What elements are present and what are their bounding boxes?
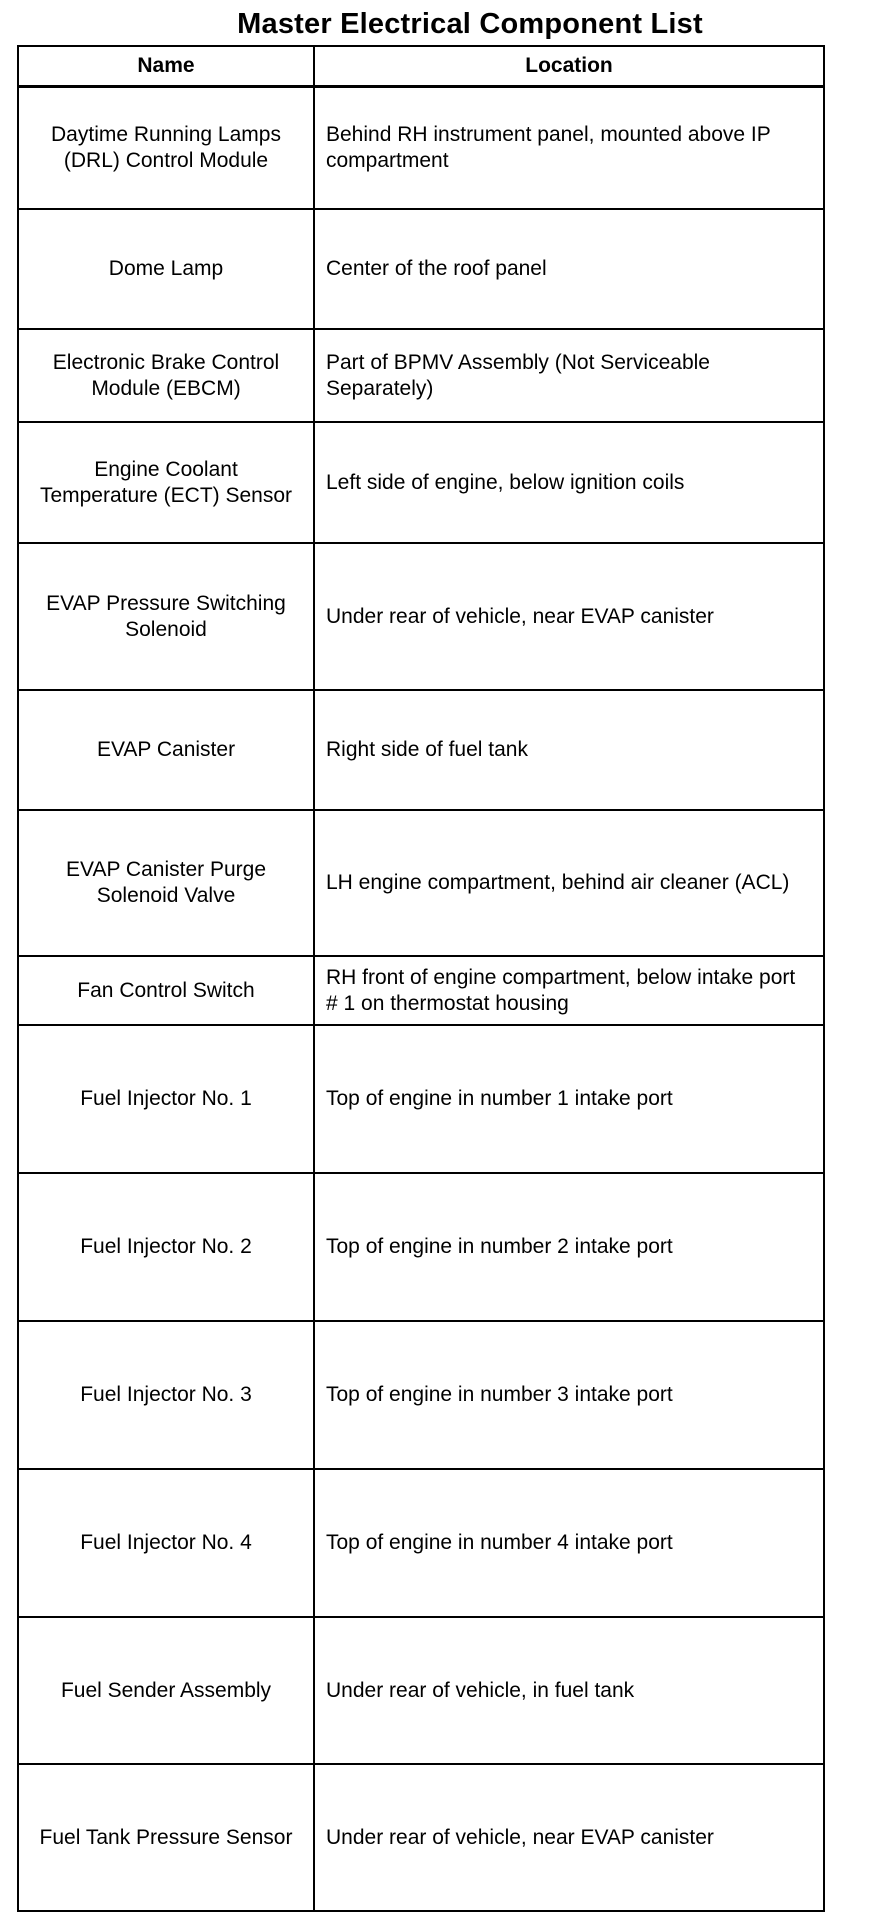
table-row <box>18 422 824 543</box>
component-location: Top of engine in number 1 intake port <box>314 1025 824 1173</box>
table-row <box>18 1025 824 1173</box>
component-name: Daytime Running Lamps (DRL) Control Module <box>18 86 314 209</box>
component-location: Top of engine in number 4 intake port <box>314 1469 824 1617</box>
table-header-row <box>18 46 824 86</box>
table-row <box>18 1173 824 1321</box>
table-row <box>18 1617 824 1764</box>
table-row <box>18 329 824 422</box>
component-table <box>17 45 825 1912</box>
component-name: Fuel Injector No. 3 <box>18 1321 314 1469</box>
table-row <box>18 956 824 1025</box>
table-row <box>18 86 824 209</box>
component-location: Under rear of vehicle, near EVAP canister <box>314 1764 824 1911</box>
component-name: Fan Control Switch <box>18 956 314 1025</box>
component-location: Left side of engine, below ignition coils <box>314 422 824 543</box>
table-row <box>18 1764 824 1911</box>
component-location: Under rear of vehicle, in fuel tank <box>314 1617 824 1764</box>
page-title: Master Electrical Component List <box>237 8 703 40</box>
component-location: LH engine compartment, behind air cleaner (ACL) <box>314 810 824 956</box>
component-location: Top of engine in number 2 intake port <box>314 1173 824 1321</box>
component-name: Dome Lamp <box>18 209 314 329</box>
table-row <box>18 1321 824 1469</box>
table-row <box>18 543 824 690</box>
component-name: Electronic Brake Control Module (EBCM) <box>18 329 314 422</box>
component-location: RH front of engine compartment, below intake port # 1 on thermostat housing <box>314 956 824 1025</box>
component-name: Fuel Injector No. 1 <box>18 1025 314 1173</box>
component-location: Part of BPMV Assembly (Not Serviceable Separately) <box>314 329 824 422</box>
component-name: Fuel Injector No. 4 <box>18 1469 314 1617</box>
component-location: Under rear of vehicle, near EVAP canister <box>314 543 824 690</box>
component-name: Fuel Tank Pressure Sensor <box>18 1764 314 1911</box>
table-row <box>18 810 824 956</box>
component-location: Center of the roof panel <box>314 209 824 329</box>
component-name: Engine Coolant Temperature (ECT) Sensor <box>18 422 314 543</box>
component-name: Fuel Sender Assembly <box>18 1617 314 1764</box>
table-row <box>18 209 824 329</box>
component-name: Fuel Injector No. 2 <box>18 1173 314 1321</box>
component-name: EVAP Canister Purge Solenoid Valve <box>18 810 314 956</box>
table-row <box>18 1469 824 1617</box>
table-row <box>18 690 824 810</box>
component-name: EVAP Pressure Switching Solenoid <box>18 543 314 690</box>
column-header-location: Location <box>314 46 824 86</box>
component-name: EVAP Canister <box>18 690 314 810</box>
column-header-name: Name <box>18 46 314 86</box>
component-location: Top of engine in number 3 intake port <box>314 1321 824 1469</box>
component-location: Behind RH instrument panel, mounted above IP compartment <box>314 86 824 209</box>
component-location: Right side of fuel tank <box>314 690 824 810</box>
